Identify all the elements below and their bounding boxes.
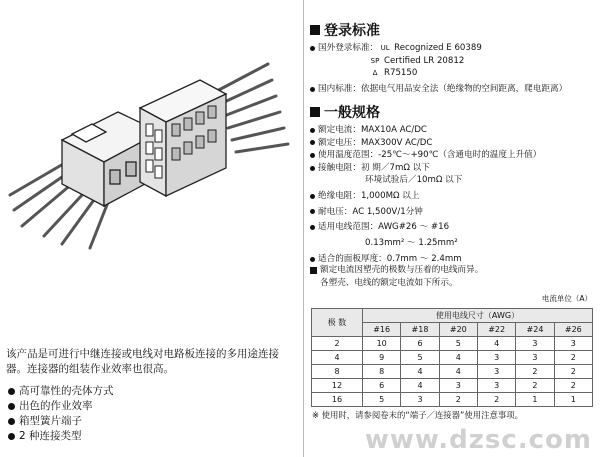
spec-row: 适用电线范围：AWG#26 ～ #16 [310,221,595,234]
registration-section [310,20,595,95]
spec-row: 环境试验后／10mΩ 以下 [365,175,463,186]
general-spec-section [310,102,595,266]
csa-row: SP Certified LR 20812 [310,55,595,68]
list-item: 出色的作业效率 [8,399,288,414]
column-header: #24 [516,323,554,337]
column-header: #20 [439,323,477,337]
list-item: 2 种连接类型 [8,429,288,444]
bullet-icon [310,166,315,171]
spec-row: 额定电流：MAX10A AC/DC [310,124,595,137]
section-heading: 登录标准 [310,20,595,40]
bullet-icon [310,128,315,133]
column-header: #18 [401,323,439,337]
column-header: #22 [477,323,515,337]
bullet-icon [8,433,15,440]
current-unit-label: 电流单位（A） [541,294,592,303]
usage-footnote: ※ 使用时，请参阅卷末的“端子／连接器”使用注意事项。 [312,410,523,420]
connector-illustration [0,0,300,275]
square-bullet-icon [310,267,317,274]
column-divider [303,0,304,457]
domestic-row: 国内标准：依据电气用品安全法（绝缘物的空间距离，爬电距离） [310,83,595,96]
table-corner-header: 极 数 [312,309,363,337]
table-row: 8 8 4 4 3 2 2 [312,365,593,379]
csa-mark-icon: SP [370,56,380,65]
table-group-header: 使用电线尺寸（AWG） [363,309,593,323]
rated-current-table [311,308,593,407]
spec-row: 接触电阻：初 期／7mΩ 以下 [310,162,595,175]
column-header: #16 [363,323,401,337]
bullet-icon [310,153,315,158]
column-header: #26 [554,323,592,337]
list-item: 箱型簧片端子 [8,414,288,429]
bullet-icon [8,388,15,395]
current-note: 额定电流因塑壳的极数与压着的电线而异。 各塑壳、电线的额定电流如下所示。 [310,264,595,289]
bullet-icon [310,46,315,51]
square-bullet-icon [310,25,320,35]
spec-row: 使用温度范围：-25℃～+90℃（含通电时的温度上升值） [310,149,595,162]
spec-row: 适合的面板厚度：0.7mm ～ 2.4mm [310,253,595,266]
table-header-row [312,309,593,323]
tuv-row: Δ R75150 [310,67,595,80]
section-heading: 一般规格 [310,102,595,122]
spec-row: 绝缘电阻：1,000MΩ 以上 [310,190,595,203]
bullet-icon [8,403,15,410]
spec-row: 额定电压：MAX300V AC/DC [310,137,595,150]
bullet-icon [310,194,315,199]
feature-list [8,384,288,444]
bullet-icon [8,418,15,425]
ul-row: 国外登录标准： UL Recognized E 60389 [310,42,595,55]
spec-row: 耐电压：AC 1,500V/1分钟 [310,206,595,219]
table-row: 16 5 3 2 2 1 1 [312,393,593,407]
table-row: 12 6 4 3 3 2 2 [312,379,593,393]
watermark: www.dzsc.com [364,425,592,455]
bullet-icon [310,225,315,230]
square-bullet-icon [310,107,320,117]
bullet-icon [310,140,315,145]
bullet-icon [310,87,315,92]
bullet-icon [310,257,315,262]
ul-mark-icon: UL [380,44,390,52]
spec-row: 0.13mm² ～ 1.25mm² [365,237,458,248]
table-row: 2 10 6 5 4 3 3 [312,337,593,351]
product-description: 该产品是可进行中继连接或电线对电路板连接的多用途连接器。连接器的组装作业效率也很高。 [6,348,279,375]
table-row: 4 9 5 4 3 3 2 [312,351,593,365]
list-item: 高可靠性的壳体方式 [8,384,288,399]
bullet-icon [310,209,315,214]
triangle-mark-icon: Δ [372,69,378,78]
